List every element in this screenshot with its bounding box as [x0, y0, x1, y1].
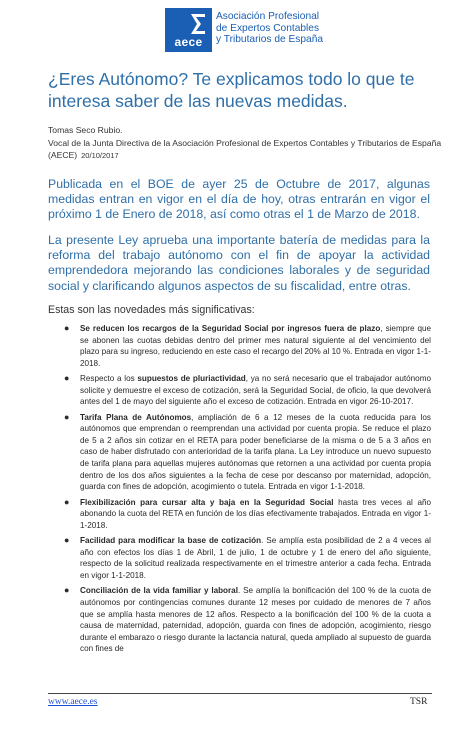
- footer-divider: [48, 693, 432, 694]
- bullet-icon: ●: [64, 496, 70, 507]
- list-item: ● Respecto a los supuestos de pluriactividad, ya no será necesario que el trabajador autónomo solicite y demuestre el exceso de cotización, será la Seguridad Social, de oficio, la que devolverá antes del 1 de mayo del siguiente año el exceso de cotización. Entrada en vigor 26-10-2017.: [64, 373, 431, 407]
- page-title: ¿Eres Autónomo? Te explicamos todo lo que te interesa saber de las nuevas medidas.: [48, 69, 415, 111]
- list-item: ● Conciliación de la vida familiar y laboral. Se amplía la bonificación del 100 % de la cuota de autónomos por contingencias comunes durante 12 meses por cuidado de menores de 7 años que se amplía hasta menores de 12 años. Respecto a la bonificación del 100 % de la cuota a causa de maternidad, paternidad, adopción, guarda con fines de adopción, acogimiento, riesgo durante el embarazo o riesgo durante la lactancia natural, queda ampliado al supuesto de guarda con fines de: [64, 585, 431, 654]
- publish-date: 20/10/2017: [81, 151, 119, 160]
- footer-link[interactable]: www.aece.es: [48, 697, 98, 707]
- aece-logo: [165, 8, 212, 52]
- list-lead: Estas son las novedades más significativas:: [48, 304, 255, 316]
- author-role: Vocal de la Junta Directiva de la Asociación Profesional de Expertos Contables y Tributarios de España (AECE) 20/10/2017: [48, 137, 442, 160]
- author-block: [48, 124, 458, 163]
- list-item: ● Se reducen los recargos de la Seguridad Social por ingresos fuera de plazo, siempre que se abonen las cuotas debidas dentro del primer mes natural siguiente al del vencimiento del plazo para su ingreso, reduciendo en este caso el recargo del 20% al 10 %. Entrada en vigor 1-1-2018.: [64, 323, 431, 368]
- intro-paragraph-1: Publicada en el BOE de ayer 25 de Octubre de 2017, algunas medidas entran en vigor en el día de hoy, otras entrarán en vigor el próximo 1 de Enero de 2018, así como otras el 1 de Marzo de 2018.: [48, 177, 430, 222]
- list-item: ● Flexibilización para cursar alta y baja en la Seguridad Social hasta tres veces al año abonando la cuota del RETA en función de los días efectivamente trabajados. Entrada en vigor 1-1-2018.: [64, 496, 431, 530]
- bullet-icon: ●: [64, 585, 70, 596]
- bullet-icon: ●: [64, 411, 70, 422]
- bullet-icon: ●: [64, 373, 70, 384]
- news-list: [64, 323, 431, 659]
- bullet-icon: ●: [64, 535, 70, 546]
- header: [165, 8, 465, 58]
- bullet-icon: ●: [64, 323, 70, 333]
- organization-name: Asociación Profesional de Expertos Contables y Tributarios de España: [216, 11, 324, 46]
- list-item: ● Tarifa Plana de Autónomos, ampliación de 6 a 12 meses de la cuota reducida para los autónomos que emprendan o reemprendan una actividad por cuenta propia. Se reduce el plazo de 5 a 2 años sin cotizar en el RETA para poder beneficiarse de la misma o de 5 a 3 años en caso de haber disfrutado con anterioridad de la tarifa plana. La Ley introduce un nuevo supuesto de tarifa plana para aquellas mujeres autónomas que retornen a una actividad por cuenta propia dentro de los dos años siguientes a la fecha de cese por descanso por maternidad, adopción, guarda con fines de adopción, acogimiento o tutela. Entrada en vigor 1-1-2018.: [64, 411, 431, 492]
- list-item: ● Facilidad para modificar la base de cotización. Se amplía esta posibilidad de 2 a 4 veces al año con efectos los días 1 de Abril, 1 de julio, 1 de octubre y 1 de enero del año siguiente, respecto de la solicitud realizada respectivamente en el trimestre anterior a cada fecha. Entrada en vigor 1-1-2018.: [64, 535, 431, 580]
- footer-initials: TSR: [410, 697, 428, 707]
- logo-text: aece: [174, 35, 203, 49]
- author-name: Tomas Seco Rubio.: [48, 125, 123, 135]
- intro-paragraph-2: La presente Ley aprueba una importante batería de medidas para la reforma del trabajo autónomo con el fin de apoyar la actividad emprendedora mejorando las condiciones laborales y de seguridad social y clarificando algunos aspectos de su fiscalidad, entre otras.: [48, 233, 430, 293]
